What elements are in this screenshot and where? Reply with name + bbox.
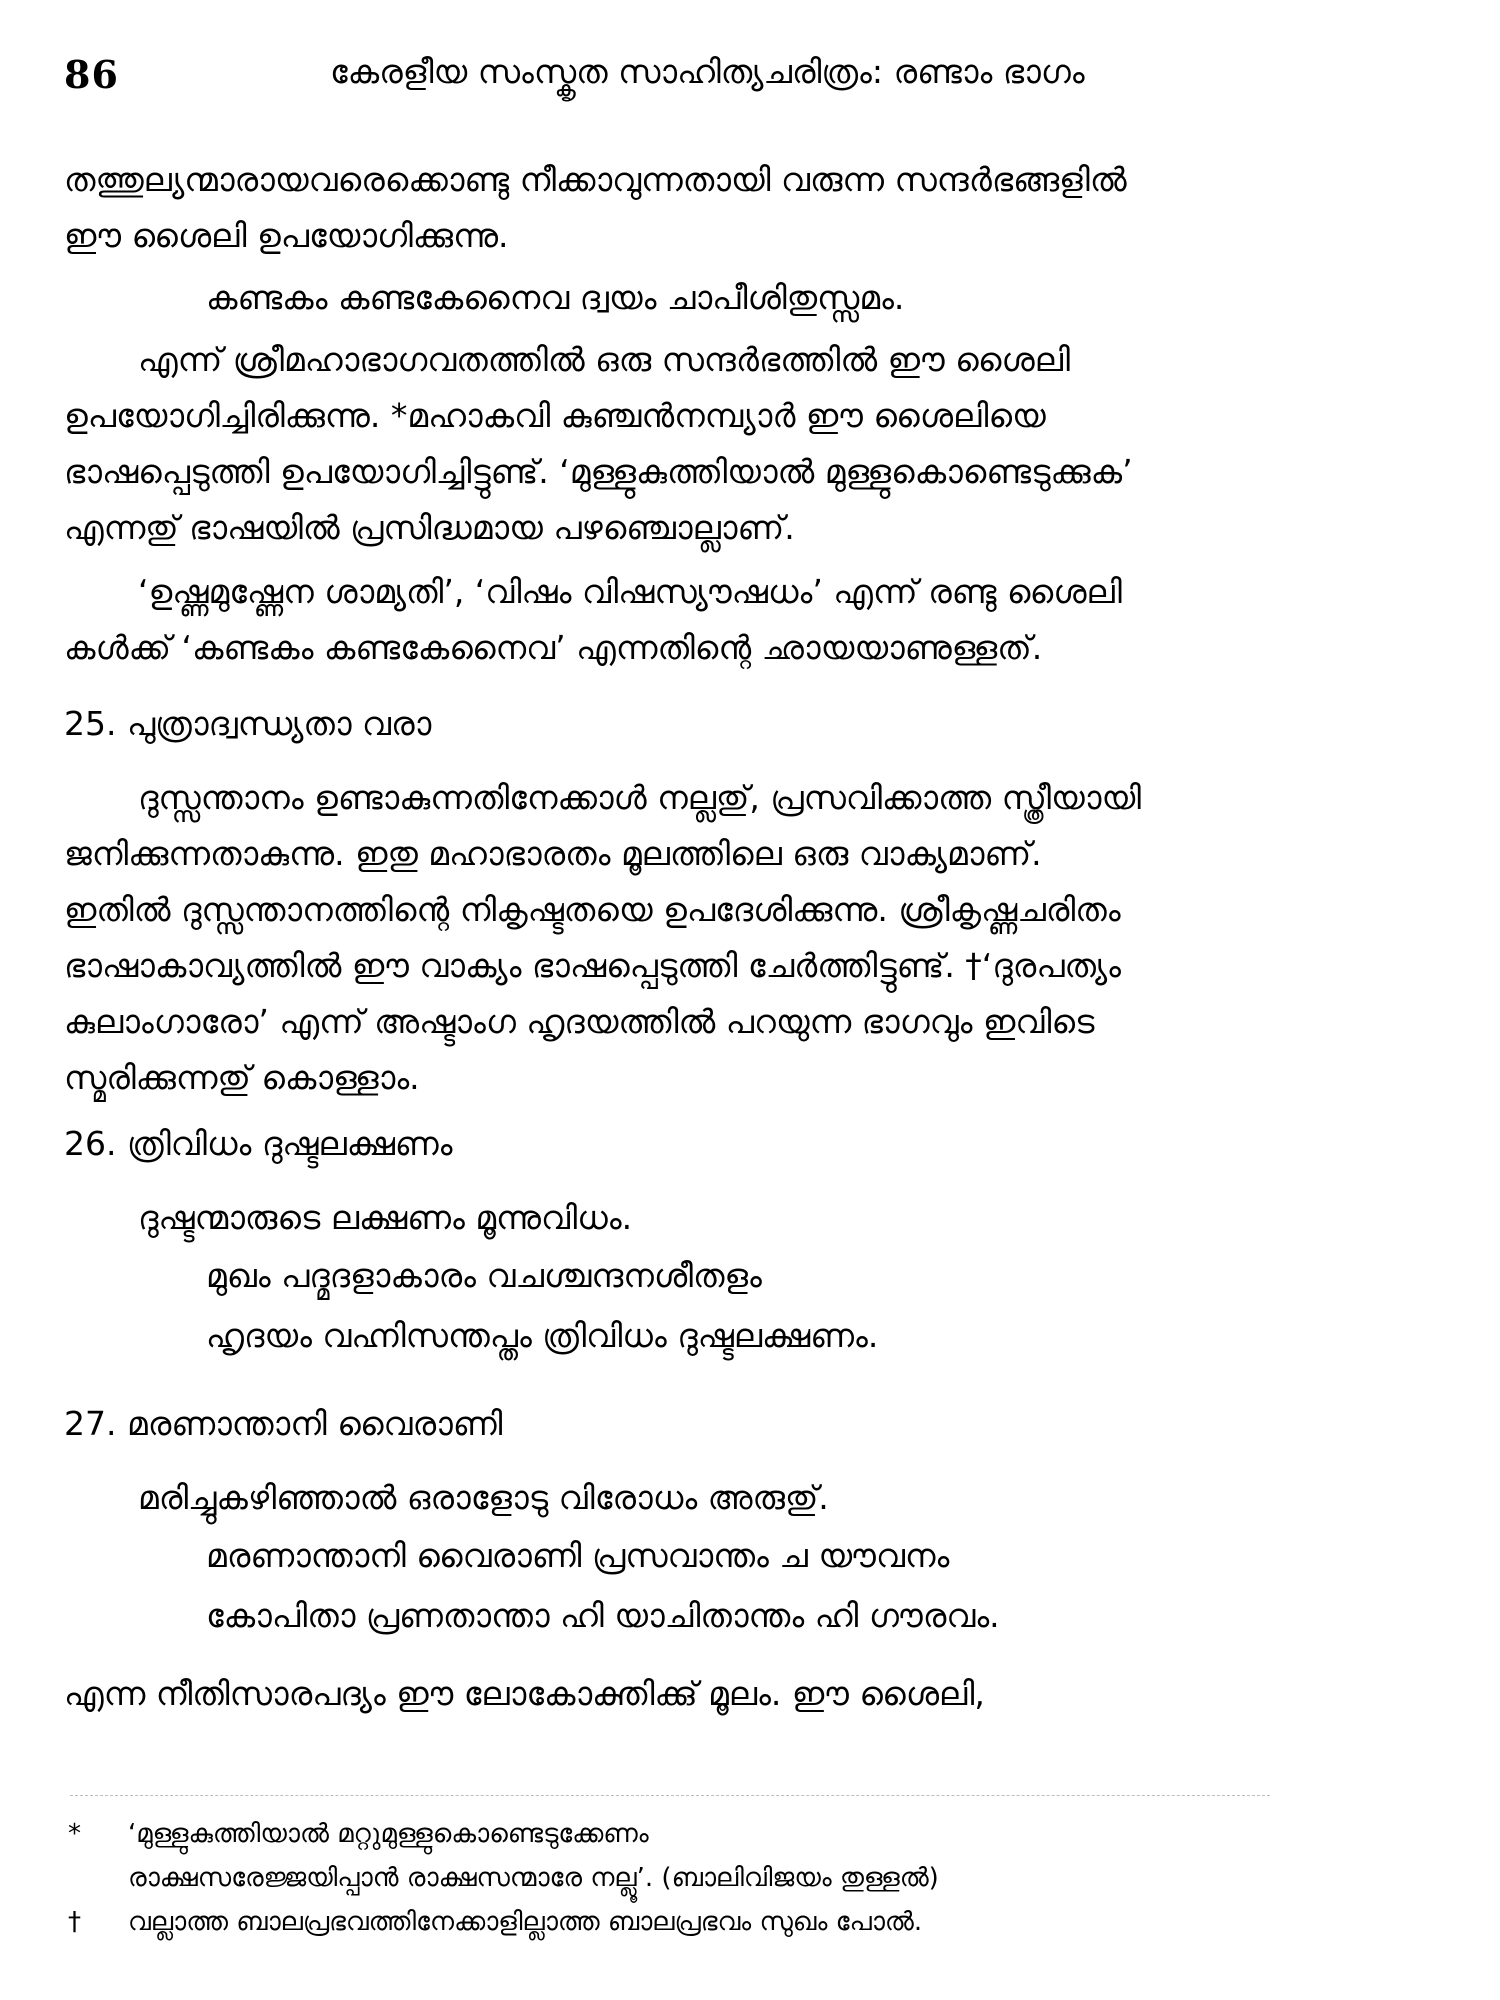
body-line: ജനിക്കുന്നതാകുന്നു. ഇതു മഹാഭാരതം മൂലത്തിലെ ഒരു വാക്യമാണ്. bbox=[64, 834, 1042, 873]
body-line: ഈ ശൈലി ഉപയോഗിക്കുന്നു. bbox=[64, 216, 509, 255]
footnotes bbox=[64, 1812, 1464, 1944]
section-heading-26 bbox=[64, 1116, 1464, 1172]
paragraph-section-25 bbox=[64, 770, 1464, 1106]
body-line: ദുസ്സന്താനം ഉണ്ടാകുന്നതിനേക്കാൾ നല്ലതു്, പ്രസവിക്കാത്ത സ്ത്രീയായി bbox=[138, 778, 1142, 817]
verse-line: മുഖം പദ്മദളാകാരം വചശ്ചന്ദനശീതളം bbox=[206, 1256, 762, 1295]
verse-line: ഹൃദയം വഹ്നിസന്തപ്തം ത്രിവിധം ദുഷ്ടലക്ഷണം. bbox=[206, 1316, 879, 1355]
quote-kandakam bbox=[64, 270, 1464, 326]
body-line: എന്ന നീതിസാരപദ്യം ഈ ലോകോക്തിക്കു് മൂലം. ഈ ശൈലി, bbox=[64, 1674, 985, 1713]
body-line: ഇതിൽ ദുസ്സന്താനത്തിന്റെ നികൃഷ്ടതയെ ഉപദേശിക്കുന്നു. ശ്രീകൃഷ്ണചരിതം bbox=[64, 890, 1121, 929]
footnote-divider bbox=[70, 1795, 1270, 1796]
body-line: സ്മരിക്കുന്നതു് കൊള്ളാം. bbox=[64, 1058, 420, 1097]
body-line: മരിച്ചുകഴിഞ്ഞാൽ ഒരാളോടു വിരോധം അരുതു്. bbox=[138, 1478, 829, 1517]
body-line: കൾക്ക് ‘കണ്ടകം കണ്ടകേനൈവ’ എന്നതിന്റെ ഛായയാണുള്ളത്. bbox=[64, 628, 1043, 667]
body-line: ദുഷ്ടന്മാരുടെ ലക്ഷണം മൂന്നുവിധം. bbox=[138, 1198, 633, 1237]
body-line: തത്തുല്യന്മാരായവരെക്കൊണ്ടു നീക്കാവുന്നതായി വരുന്ന സന്ദർഭങ്ങളിൽ bbox=[64, 160, 1127, 199]
paragraph-closing bbox=[64, 1666, 1464, 1722]
section-heading: 25. പുത്രാദ്വന്ധ്യതാ വരാ bbox=[64, 704, 432, 743]
section-heading: 27. മരണാന്താനി വൈരാണി bbox=[64, 1404, 503, 1443]
body-line: ഭാഷാകാവ്യത്തിൽ ഈ വാക്യം ഭാഷപ്പെടുത്തി ചേർത്തിട്ടുണ്ട്. †‘ദുരപത്യം bbox=[64, 946, 1121, 985]
body-line: ഉപയോഗിച്ചിരിക്കുന്നു. *മഹാകവി കുഞ്ചൻനമ്പ്യാർ ഈ ശൈലിയെ bbox=[64, 396, 1046, 435]
paragraph-intro bbox=[64, 152, 1464, 264]
running-title: കേരളീയ സംസ്കൃത സാഹിത്യചരിത്രം: രണ്ടാം ഭാഗം bbox=[330, 52, 1085, 91]
footnote-line bbox=[64, 1900, 1464, 1944]
body-line: എന്ന് ശ്രീമഹാഭാഗവതത്തിൽ ഒരു സന്ദർഭത്തിൽ ഈ ശൈലി bbox=[138, 340, 1071, 379]
section-heading-27 bbox=[64, 1396, 1464, 1452]
footnote-text: വല്ലാത്ത ബാലപ്രഭവത്തിനേക്കാളില്ലാത്ത ബാലപ്രഭവം സുഖം പോൽ. bbox=[128, 1907, 923, 1937]
footnote-mark-asterisk: * bbox=[68, 1819, 81, 1849]
body-line: എന്നതു് ഭാഷയിൽ പ്രസിദ്ധമായ പഴഞ്ചൊല്ലാണ്. bbox=[64, 508, 795, 547]
body-line: കുലാംഗാരോ’ എന്ന് അഷ്ടാംഗ ഹൃദയത്തിൽ പറയുന്ന ഭാഗവും ഇവിടെ bbox=[64, 1002, 1095, 1041]
page-number: 86 bbox=[64, 52, 119, 97]
body-line: ഭാഷപ്പെടുത്തി ഉപയോഗിച്ചിട്ടുണ്ട്. ‘മുള്ളുകുത്തിയാൽ മുള്ളുകൊണ്ടെടുക്കുക’ bbox=[64, 452, 1133, 491]
verse-line: മരണാന്താനി വൈരാണി പ്രസവാന്തം ച യൗവനം bbox=[206, 1536, 950, 1575]
section-heading: 26. ത്രിവിധം ദുഷ്ടലക്ഷണം bbox=[64, 1124, 453, 1163]
footnote-text: രാക്ഷസരേജ്ജയിപ്പാൻ രാക്ഷസന്മാരേ നല്ലൂ’. (ബാലിവിജയം തുള്ളൽ) bbox=[128, 1863, 939, 1893]
footnote-mark-dagger: † bbox=[68, 1907, 81, 1937]
section-heading-25 bbox=[64, 696, 1464, 752]
verse-line: കോപിതാ പ്രണതാന്താ ഹി യാചിതാന്തം ഹി ഗൗരവം. bbox=[206, 1596, 1000, 1635]
footnote-line bbox=[64, 1812, 1464, 1856]
footnote-text: ‘മുള്ളുകുത്തിയാൽ മറ്റുമുള്ളുകൊണ്ടെടുക്കേണം bbox=[128, 1819, 649, 1849]
body-line: ‘ഉഷ്ണമുഷ്ണേന ശാമ്യതി’, ‘വിഷം വിഷസ്യൗഷധം’ എന്ന് രണ്ടു ശൈലി bbox=[138, 572, 1122, 611]
paragraph-section-26 bbox=[64, 1190, 1464, 1366]
footnote-line bbox=[64, 1856, 1464, 1900]
paragraph-bhagavatham bbox=[64, 332, 1464, 556]
paragraph-ushnam bbox=[64, 564, 1464, 676]
verse-line: കണ്ടകം കണ്ടകേനൈവ ദ്വയം ചാപീശിതുസ്സമം. bbox=[206, 278, 905, 317]
paragraph-section-27 bbox=[64, 1470, 1464, 1646]
